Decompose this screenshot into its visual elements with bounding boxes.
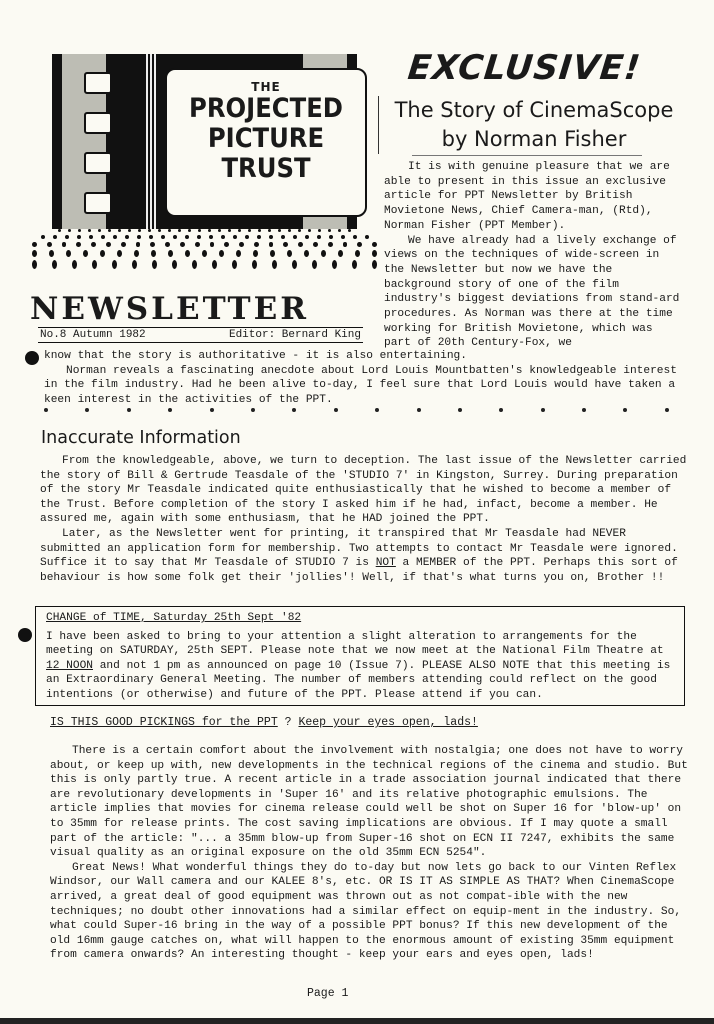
pickings-paragraph-1: There is a certain comfort about the involvement with nostalgia; one does not have to worry about, or keep up with, new developments in the technical regions of the cinema and studio. But this is only partly true. A recent article in a trade association journal indicated that there are revolutionary developments in 'Super 16' and its relative photographic emulsions. The article implies that movies for cinema release could well be shot on Super 16 for 'blow-up' on to 35mm for release prints. The cost saving implications are obvious. If I may quote a small part of the article: "... a 35mm blow-up from Super-16 shot on ECN II 7247, exhibits the same visual quality as an original exposure on the old 35mm ECN 5254".	[50, 745, 688, 860]
pickings-article	[50, 744, 690, 963]
intro-paragraph-2: We have already had a lively exchange of views on the techniques of wide-screen in the Newsletter but now we have the background story of one of the film industry's biggest deviations from stand-ard procedures. As Norman was there at the time working for British Movietone, which was part of 20th Century-Fox, we	[384, 234, 680, 350]
feature-byline: by Norman Fisher	[441, 127, 627, 151]
notice-body: I have been asked to bring to your attention a slight alteration to arrangements for the meeting on SATURDAY, 25th SEPT. Please note that we now meet at the National Film Theatre at 12 NOON and not 1 pm as announced on page 10 (Issue 7). PLEASE ALSO NOTE that this meeting is an Extraordinary General Meeting. The number of members attending could reflect on the good intentions (or otherwise) and future of the PPT. Please attend if you can.	[46, 630, 671, 701]
film-strip-left	[62, 54, 106, 229]
notice-heading: CHANGE of TIME, Saturday 25th Sept '82	[46, 612, 302, 624]
emphasis-not: NOT	[375, 557, 396, 570]
continuation-line: know that the story is authoritative - it is also entertaining.	[44, 350, 467, 362]
punch-hole-icon	[25, 351, 39, 365]
inaccurate-article	[40, 454, 690, 585]
emphasis-noon: 12 NOON	[46, 659, 93, 672]
masthead-logo	[52, 54, 357, 259]
feature-continuation	[44, 349, 684, 407]
dotted-divider	[44, 408, 669, 412]
audience-dots-graphic	[32, 229, 377, 284]
film-frame-graphic	[52, 54, 357, 229]
exclusive-kicker: EXCLUSIVE!	[405, 48, 643, 88]
feature-title-line1: The Story of CinemaScope	[394, 98, 674, 122]
section-heading-pickings: IS THIS GOOD PICKINGS for the PPT ? Keep your eyes open, lads!	[50, 716, 478, 729]
newsletter-title: NEWSLETTER	[30, 291, 310, 327]
pickings-paragraph-2: Great News! What wonderful things they do to-day but now lets go back to our Vinten Reflex Windsor, our Wall camera and our KALEE 8's, etc. OR IS IT AS SIMPLE AS THAT? When CinemaScope arrived, a great deal of good equipment was thrown out as not compat-ible with the new techniques; no doubt other innovations had a similar effect on equip-ment in the industry. So, what could Super-16 bring in the way of a possible PPT bonus? If this new development of the old 16mm gauge catches on, what will happen to the enormous amount of existing 35mm equipment from camera onwards? An interesting thought - keep your ears and eyes open, lads!	[50, 861, 682, 962]
change-of-time-notice	[35, 606, 685, 706]
issue-number: No.8 Autumn 1982	[40, 329, 146, 341]
section-heading-inaccurate: Inaccurate Information	[41, 428, 241, 448]
logo-projected: PROJECTED	[189, 93, 343, 124]
editor-credit: Editor: Bernard King	[228, 329, 361, 341]
logo-the: THE	[251, 80, 281, 94]
logo-trust: TRUST	[221, 153, 311, 184]
feature-intro	[384, 160, 684, 351]
intro-paragraph-1: It is with genuine pleasure that we are able to present in this issue an exclusive article for PPT Newsletter by British Movietone News, Chief Camera-man, (Rtd), Norman Fisher (PPT Member).	[384, 161, 670, 232]
scan-edge	[0, 1018, 714, 1024]
feature-title	[378, 96, 689, 154]
feature-paragraph-3: Norman reveals a fascinating anecdote about Lord Louis Mountbatten's knowledgeable interest in the film industry. Had he been alive to-day, I feel sure that Lord Louis would have taken a keen interest in the activities of the PPT.	[44, 364, 677, 406]
logo-picture: PICTURE	[207, 123, 325, 154]
cinema-screen	[165, 68, 367, 217]
inaccurate-paragraph-1: From the knowledgeable, above, we turn to deception. The last issue of the Newsletter carried the story of Bill & Gertrude Teasdale of the 'STUDIO 7' in Kingston, Surrey. During preparation of the story Mr Teasdale indicated quite enthusiastically that he wished to become a member of the Trust. Before completion of the story I asked him if he had, infact, become a member. He assured me, again with some enthusiasm, that he HAD joined the PPT.	[40, 455, 687, 526]
inaccurate-paragraph-2: Later, as the Newsletter went for printing, it transpired that Mr Teasdale had NEVER submitted an application form for membership. Two attempts to contact Mr Teasdale were ignored. Suffice it to say that Mr Teasdale of STUDIO 7 is NOT a MEMBER of the PPT. Perhaps this sort of behaviour is how some folk get their 'jollies'! Well, if that's what turns you on, Brother !!	[40, 527, 678, 584]
issue-info	[38, 327, 363, 343]
punch-hole-icon	[18, 628, 32, 642]
film-soundtrack-lines	[144, 54, 158, 229]
page-number: Page 1	[307, 987, 349, 1000]
divider	[412, 155, 642, 156]
